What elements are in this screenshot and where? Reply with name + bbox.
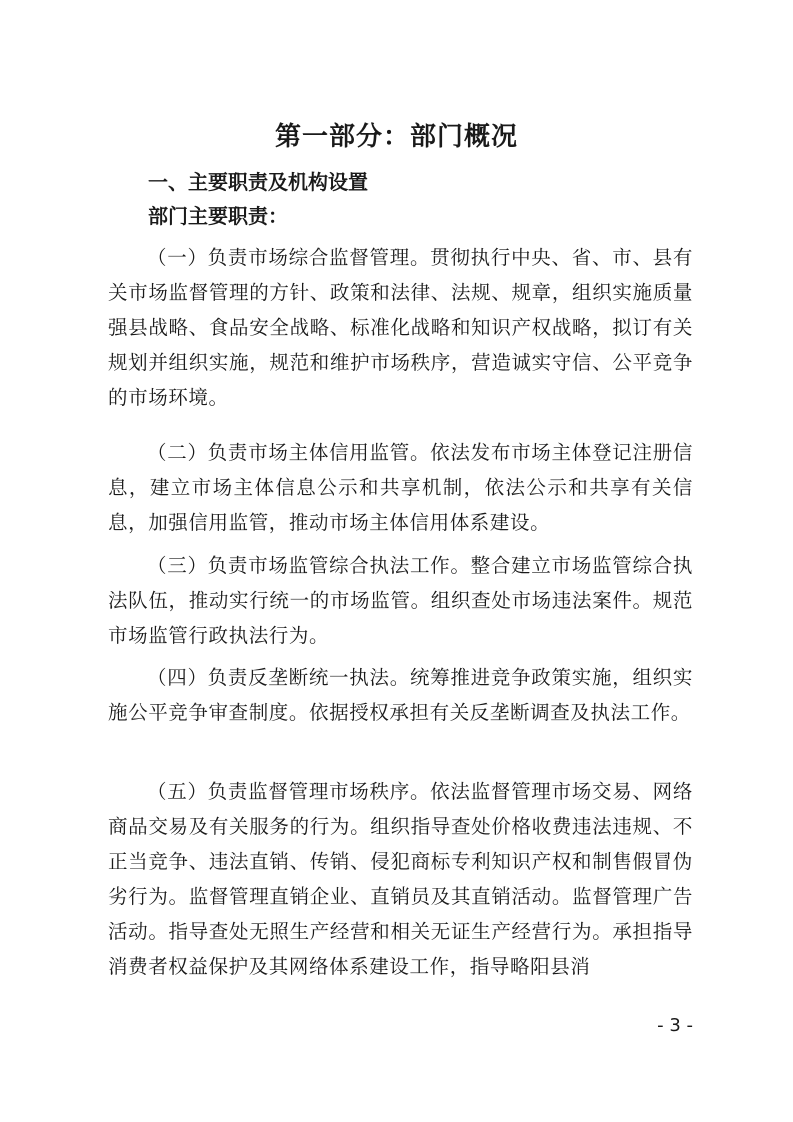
paragraph-5: （五）负责监督管理市场秩序。依法监督管理市场交易、网络商品交易及有关服务的行为。组织指导查处价格收费违法违规、不正当竞争、违法直销、传销、侵犯商标专利知识产权和制售假冒伪劣行为。监督管理直销企业、直销员及其直销活动。监督管理广告活动。指导查处无照生产经营和相关无证生产经营行为。承担指导消费者权益保护及其网络体系建设工作，指导略阳县消 <box>108 780 693 978</box>
sub-heading: 部门主要职责： <box>148 204 288 228</box>
paragraph-4: （四）负责反垄断统一执法。统筹推进竞争政策实施，组织实施公平竞争审查制度。依据授权承担有关反垄断调查及执法工作。 <box>108 666 693 724</box>
section-heading: 一、主要职责及机构设置 <box>148 170 368 194</box>
paragraph-2: （二）负责市场主体信用监管。依法发布市场主体登记注册信息，建立市场主体信息公示和共享机制，依法公示和共享有关信息，加强信用监管，推动市场主体信用体系建设。 <box>108 441 693 534</box>
page-number: - 3 - <box>657 1015 693 1036</box>
paragraph-1: （一）负责市场综合监督管理。贯彻执行中央、省、市、县有关市场监督管理的方针、政策和法律、法规、规章，组织实施质量强县战略、食品安全战略、标准化战略和知识产权战略，拟订有关规划并组织实施，规范和维护市场秩序，营造诚实守信、公平竞争的市场环境。 <box>108 246 693 409</box>
page-title: 第一部分：部门概况 <box>274 122 518 152</box>
paragraph-3: （三）负责市场监管综合执法工作。整合建立市场监管综合执法队伍，推动实行统一的市场监管。组织查处市场违法案件。规范市场监管行政执法行为。 <box>108 554 693 647</box>
